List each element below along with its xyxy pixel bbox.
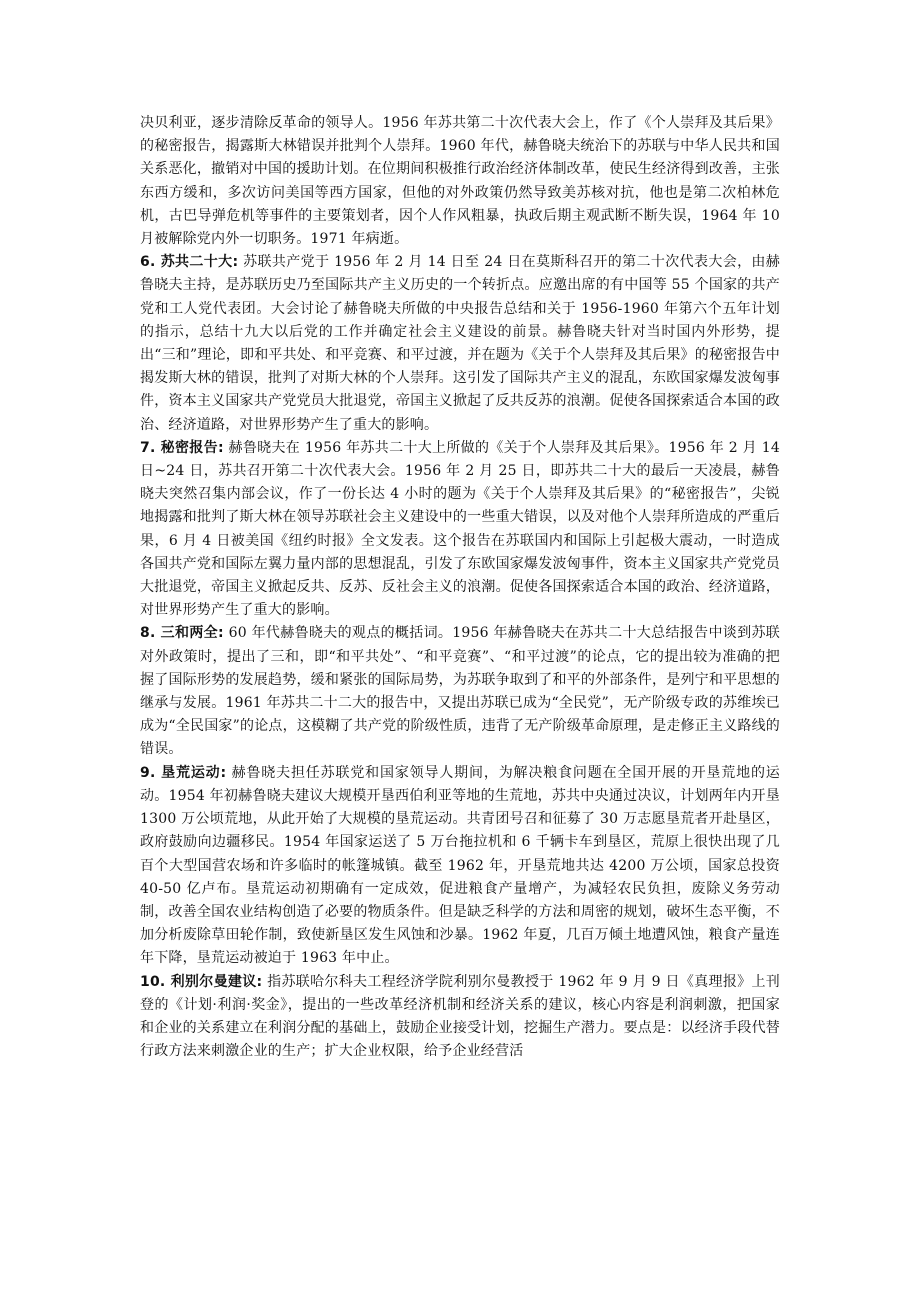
- entry-virgin-lands: [140, 762, 780, 971]
- entry-text: 苏联共产党于 1956 年 2 月 14 日至 24 日在莫斯科召开的第二十次代表大会，由赫鲁晓夫主持，是苏联历史乃至国际共产主义历史的一个转折点。应邀出席的有中国等 55 个国家的共产党和工人党代表团。大会讨论了赫鲁晓夫所做的中央报告总结和关于 1956-1960 年第六个五年计划的指示，总结十九大以后党的工作并确定社会主义建设的前景。赫鲁晓夫针对当时国内外形势，提出“三和”理论，即和平共处、和平竞赛、和平过渡，并在题为《关于个人崇拜及其后果》的秘密报告中揭发斯大林的错误，批判了对斯大林的个人崇拜。这引发了国际共产主义的混乱，东欧国家爆发波匈事件，资本主义国家共产党党员大批退党，帝国主义掀起了反共反苏的浪潮。促使各国探索适合本国的政治、经济道路，对世界形势产生了重大的影响。: [140, 254, 780, 433]
- entry-liberman-proposal: [140, 971, 780, 1064]
- document-page: [140, 112, 780, 1063]
- paragraph-khrushchev-bio: [140, 112, 780, 251]
- paragraph-text: 决贝利亚，逐步清除反革命的领导人。1956 年苏共第二十次代表大会上，作了《个人崇拜及其后果》的秘密报告，揭露斯大林错误并批判个人崇拜。1960 年代，赫鲁晓夫统治下的苏联与中华人民共和国关系恶化，撤销对中国的援助计划。在位期间积极推行政治经济体制改革，使民生经济得到改善，主张东西方缓和，多次访问美国等西方国家，但他的对外政策仍然导致美苏核对抗，他也是第二次柏林危机，古巴导弹危机等事件的主要策划者，因个人作风粗暴，执政后期主观武断不断失误，1964 年 10 月被解除党内外一切职务。1971 年病逝。: [140, 115, 780, 248]
- entry-three-peace: [140, 622, 780, 761]
- entry-text: 赫鲁晓夫担任苏联党和国家领导人期间，为解决粮食问题在全国开展的开垦荒地的运动。1954 年初赫鲁晓夫建议大规模开垦西伯利亚等地的生荒地，苏共中央通过决议，计划两年内开垦 1300 万公顷荒地，从此开始了大规模的垦荒运动。共青团号召和征募了 30 万志愿垦荒者开赴垦区，政府鼓励向边疆移民。1954 年国家运送了 5 万台拖拉机和 6 千辆卡车到垦区，荒原上很快出现了几百个大型国营农场和许多临时的帐篷城镇。截至 1962 年，开垦荒地共达 4200 万公顷，国家总投资 40-50 亿卢布。垦荒运动初期确有一定成效，促进粮食产量增产，为减轻农民负担，废除义务劳动制，改善全国农业结构创造了必要的物质条件。但是缺乏科学的方法和周密的规划，破坏生态平衡，不加分析废除草田轮作制，致使新垦区发生风蚀和沙暴。1962 年夏，几百万倾土地遭风蚀，粮食产量连年下降，垦荒运动被迫于 1963 年中止。: [140, 764, 780, 967]
- entry-term: 6. 苏共二十大:: [140, 254, 239, 271]
- entry-20th-congress: [140, 251, 780, 437]
- entry-text: 指苏联哈尔科夫工程经济学院利别尔曼教授于 1962 年 9 月 9 日《真理报》上刊登的《计划·利润·奖金》，提出的一些改革经济机制和经济关系的建议，核心内容是利润刺激，把国家和企业的关系建立在利润分配的基础上，鼓励企业接受计划，挖掘生产潜力。要点是：以经济手段代替行政方法来刺激企业的生产；扩大企业权限，给予企业经营活: [140, 973, 780, 1060]
- entry-term: 8. 三和两全:: [140, 625, 224, 642]
- entry-secret-speech: [140, 437, 780, 623]
- entry-term: 7. 秘密报告:: [140, 439, 224, 456]
- entry-term: 10. 利别尔曼建议:: [140, 973, 263, 990]
- entry-text: 60 年代赫鲁晓夫的观点的概括词。1956 年赫鲁晓夫在苏共二十大总结报告中谈到苏联对外政策时，提出了三和，即“和平共处”、“和平竞赛”、“和平过渡”的论点，它的提出较为准确的把握了国际形势的发展趋势，缓和紧张的国际局势，为苏联争取到了和平的外部条件，是列宁和平思想的继承与发展。1961 年苏共二十二大的报告中，又提出苏联已成为“全民党”，无产阶级专政的苏维埃已成为“全民国家”的论点，这模糊了共产党的阶级性质，违背了无产阶级革命原理，是走修正主义路线的错误。: [140, 625, 780, 758]
- entry-text: 赫鲁晓夫在 1956 年苏共二十大上所做的《关于个人崇拜及其后果》。1956 年 2 月 14 日~24 日，苏共召开第二十次代表大会。1956 年 2 月 25 日，即苏共二十大的最后一天凌晨，赫鲁晓夫突然召集内部会议，作了一份长达 4 小时的题为《关于个人崇拜及其后果》的“秘密报告”，尖锐地揭露和批判了斯大林在领导苏联社会主义建设中的一些重大错误，以及对他个人崇拜所造成的严重后果，6 月 4 日被美国《纽约时报》全文发表。这个报告在苏联国内和国际上引起极大震动，一时造成各国共产党和国际左翼力量内部的思想混乱，引发了东欧国家爆发波匈事件，资本主义国家共产党党员大批退党，帝国主义掀起反共、反苏、反社会主义的浪潮。促使各国探索适合本国的政治、经济道路，对世界形势产生了重大的影响。: [140, 439, 780, 619]
- entry-term: 9. 垦荒运动:: [140, 764, 227, 781]
